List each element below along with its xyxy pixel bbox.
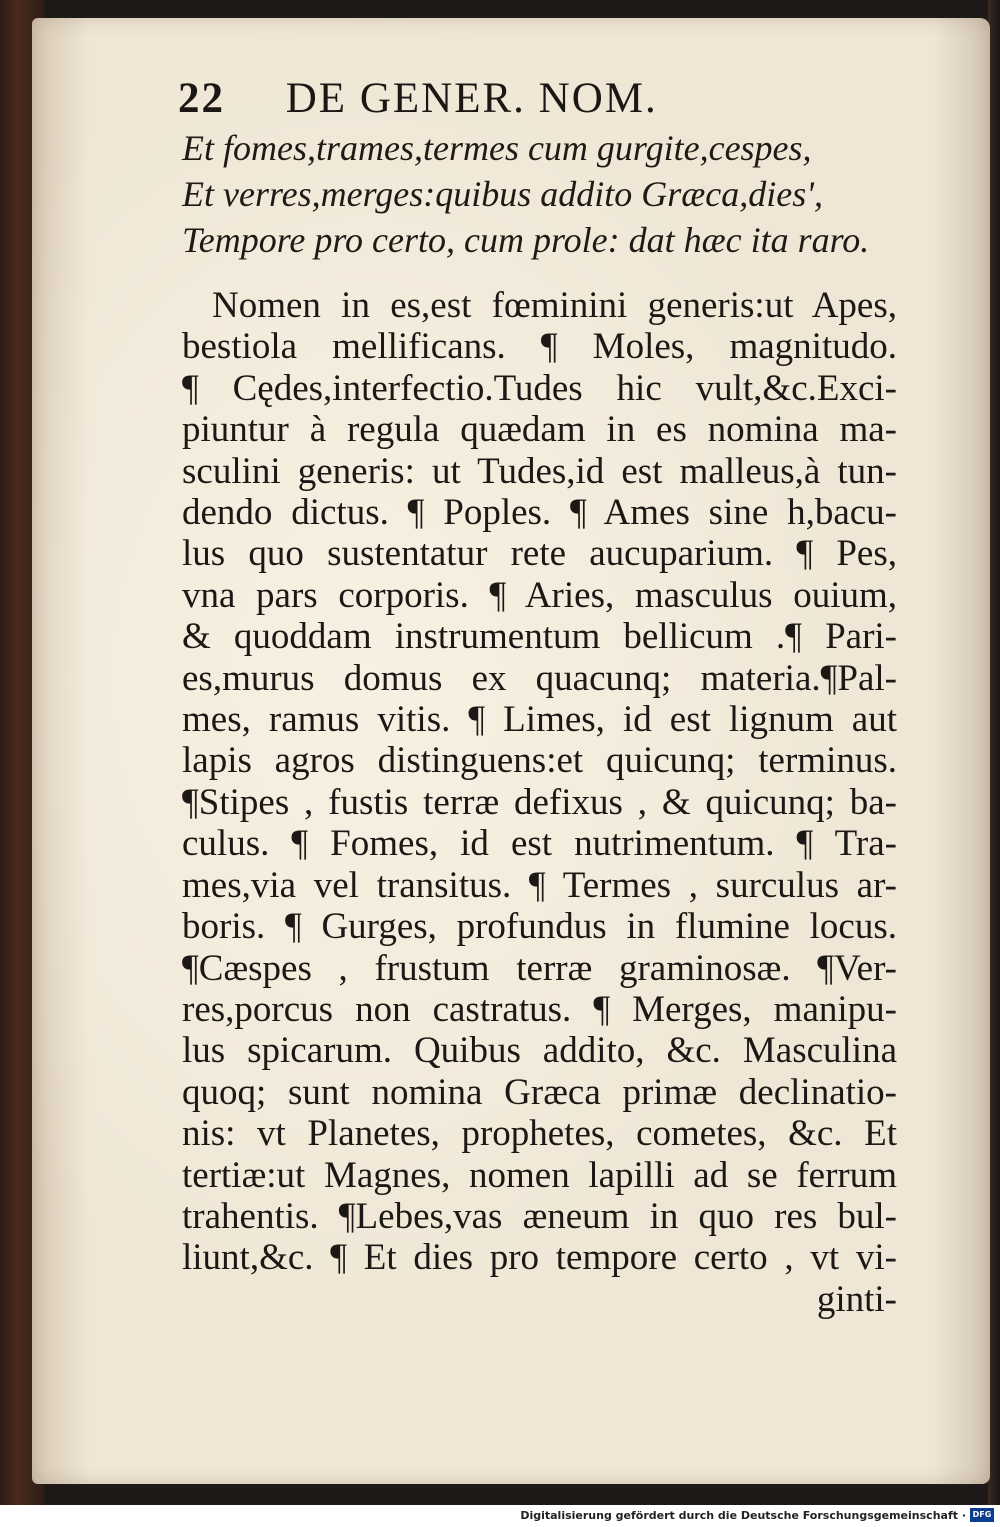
text-line: bestiola mellificans. ¶ Moles, magnitudo. <box>182 326 897 368</box>
running-title: DE GENER. NOM. <box>285 75 658 122</box>
text-line: ¶Stipes , fustis terræ defixus , & quicunq; ba- <box>182 781 897 823</box>
commentary-text <box>182 285 897 1320</box>
text-line: trahentis. ¶Lebes,vas æneum in quo res bul- <box>182 1195 897 1237</box>
text-line: lapis agros distinguens:et quicunq; terminus. <box>182 740 897 782</box>
text-line: sculini generis: ut Tudes,id est malleus,à tun- <box>182 450 897 492</box>
dfg-logo: DFG <box>970 1508 994 1522</box>
text-line: piuntur à regula quædam in es nomina ma- <box>182 409 897 451</box>
text-line: boris. ¶ Gurges, profundus in flumine locus. <box>182 906 897 948</box>
text-line: mes,via vel transitus. ¶ Termes , surculus ar- <box>182 864 897 906</box>
text-line: liunt,&c. ¶ Et dies pro tempore certo , vt vi- <box>182 1237 897 1279</box>
verse-line: Et verres,merges:quibus addito Græca,dies', <box>182 174 823 214</box>
text-line: nis: vt Planetes, prophetes, cometes, &c. Et <box>182 1113 897 1155</box>
funding-credit: Digitalisierung gefördert durch die Deutsche Forschungsgemeinschaft · <box>520 1509 966 1522</box>
running-head <box>178 74 818 123</box>
text-line: lus spicarum. Quibus addito, &c. Masculina <box>182 1030 897 1072</box>
text-line: vna pars corporis. ¶ Aries, masculus ouium, <box>182 574 897 616</box>
text-line: es,murus domus ex quacunq; materia.¶Pal- <box>182 657 897 699</box>
text-line: res,porcus non castratus. ¶ Merges, manipu- <box>182 988 897 1030</box>
catchword: ginti- <box>816 1278 897 1320</box>
text-line: & quoddam instrumentum bellicum .¶ Pari- <box>182 616 897 658</box>
text-line: lus quo sustentatur rete aucuparium. ¶ Pes, <box>182 533 897 575</box>
verse-line: Tempore pro certo, cum prole: dat hæc ita raro. <box>182 220 870 260</box>
verse-line: Et fomes,trames,termes cum gurgite,cespes, <box>182 128 812 168</box>
text-line: mes, ramus vitis. ¶ Limes, id est lignum aut <box>182 699 897 741</box>
verse-block <box>182 125 902 263</box>
text-line: dendo dictus. ¶ Poples. ¶ Ames sine h,bacu- <box>182 492 897 534</box>
text-line: Nomen in es,est fœminini generis:ut Apes, <box>212 285 897 326</box>
text-line: tertiæ:ut Magnes, nomen lapilli ad se ferrum <box>182 1154 897 1196</box>
page-number: 22 <box>178 75 225 122</box>
text-line: quoq; sunt nomina Græca primæ declinatio- <box>182 1071 897 1113</box>
text-line: culus. ¶ Fomes, id est nutrimentum. ¶ Tra- <box>182 823 897 865</box>
text-line: ¶ Cędes,interfectio.Tudes hic vult,&c.Exci- <box>182 367 897 409</box>
text-line: ¶Cæspes , frustum terræ graminosæ. ¶Ver- <box>182 947 897 989</box>
